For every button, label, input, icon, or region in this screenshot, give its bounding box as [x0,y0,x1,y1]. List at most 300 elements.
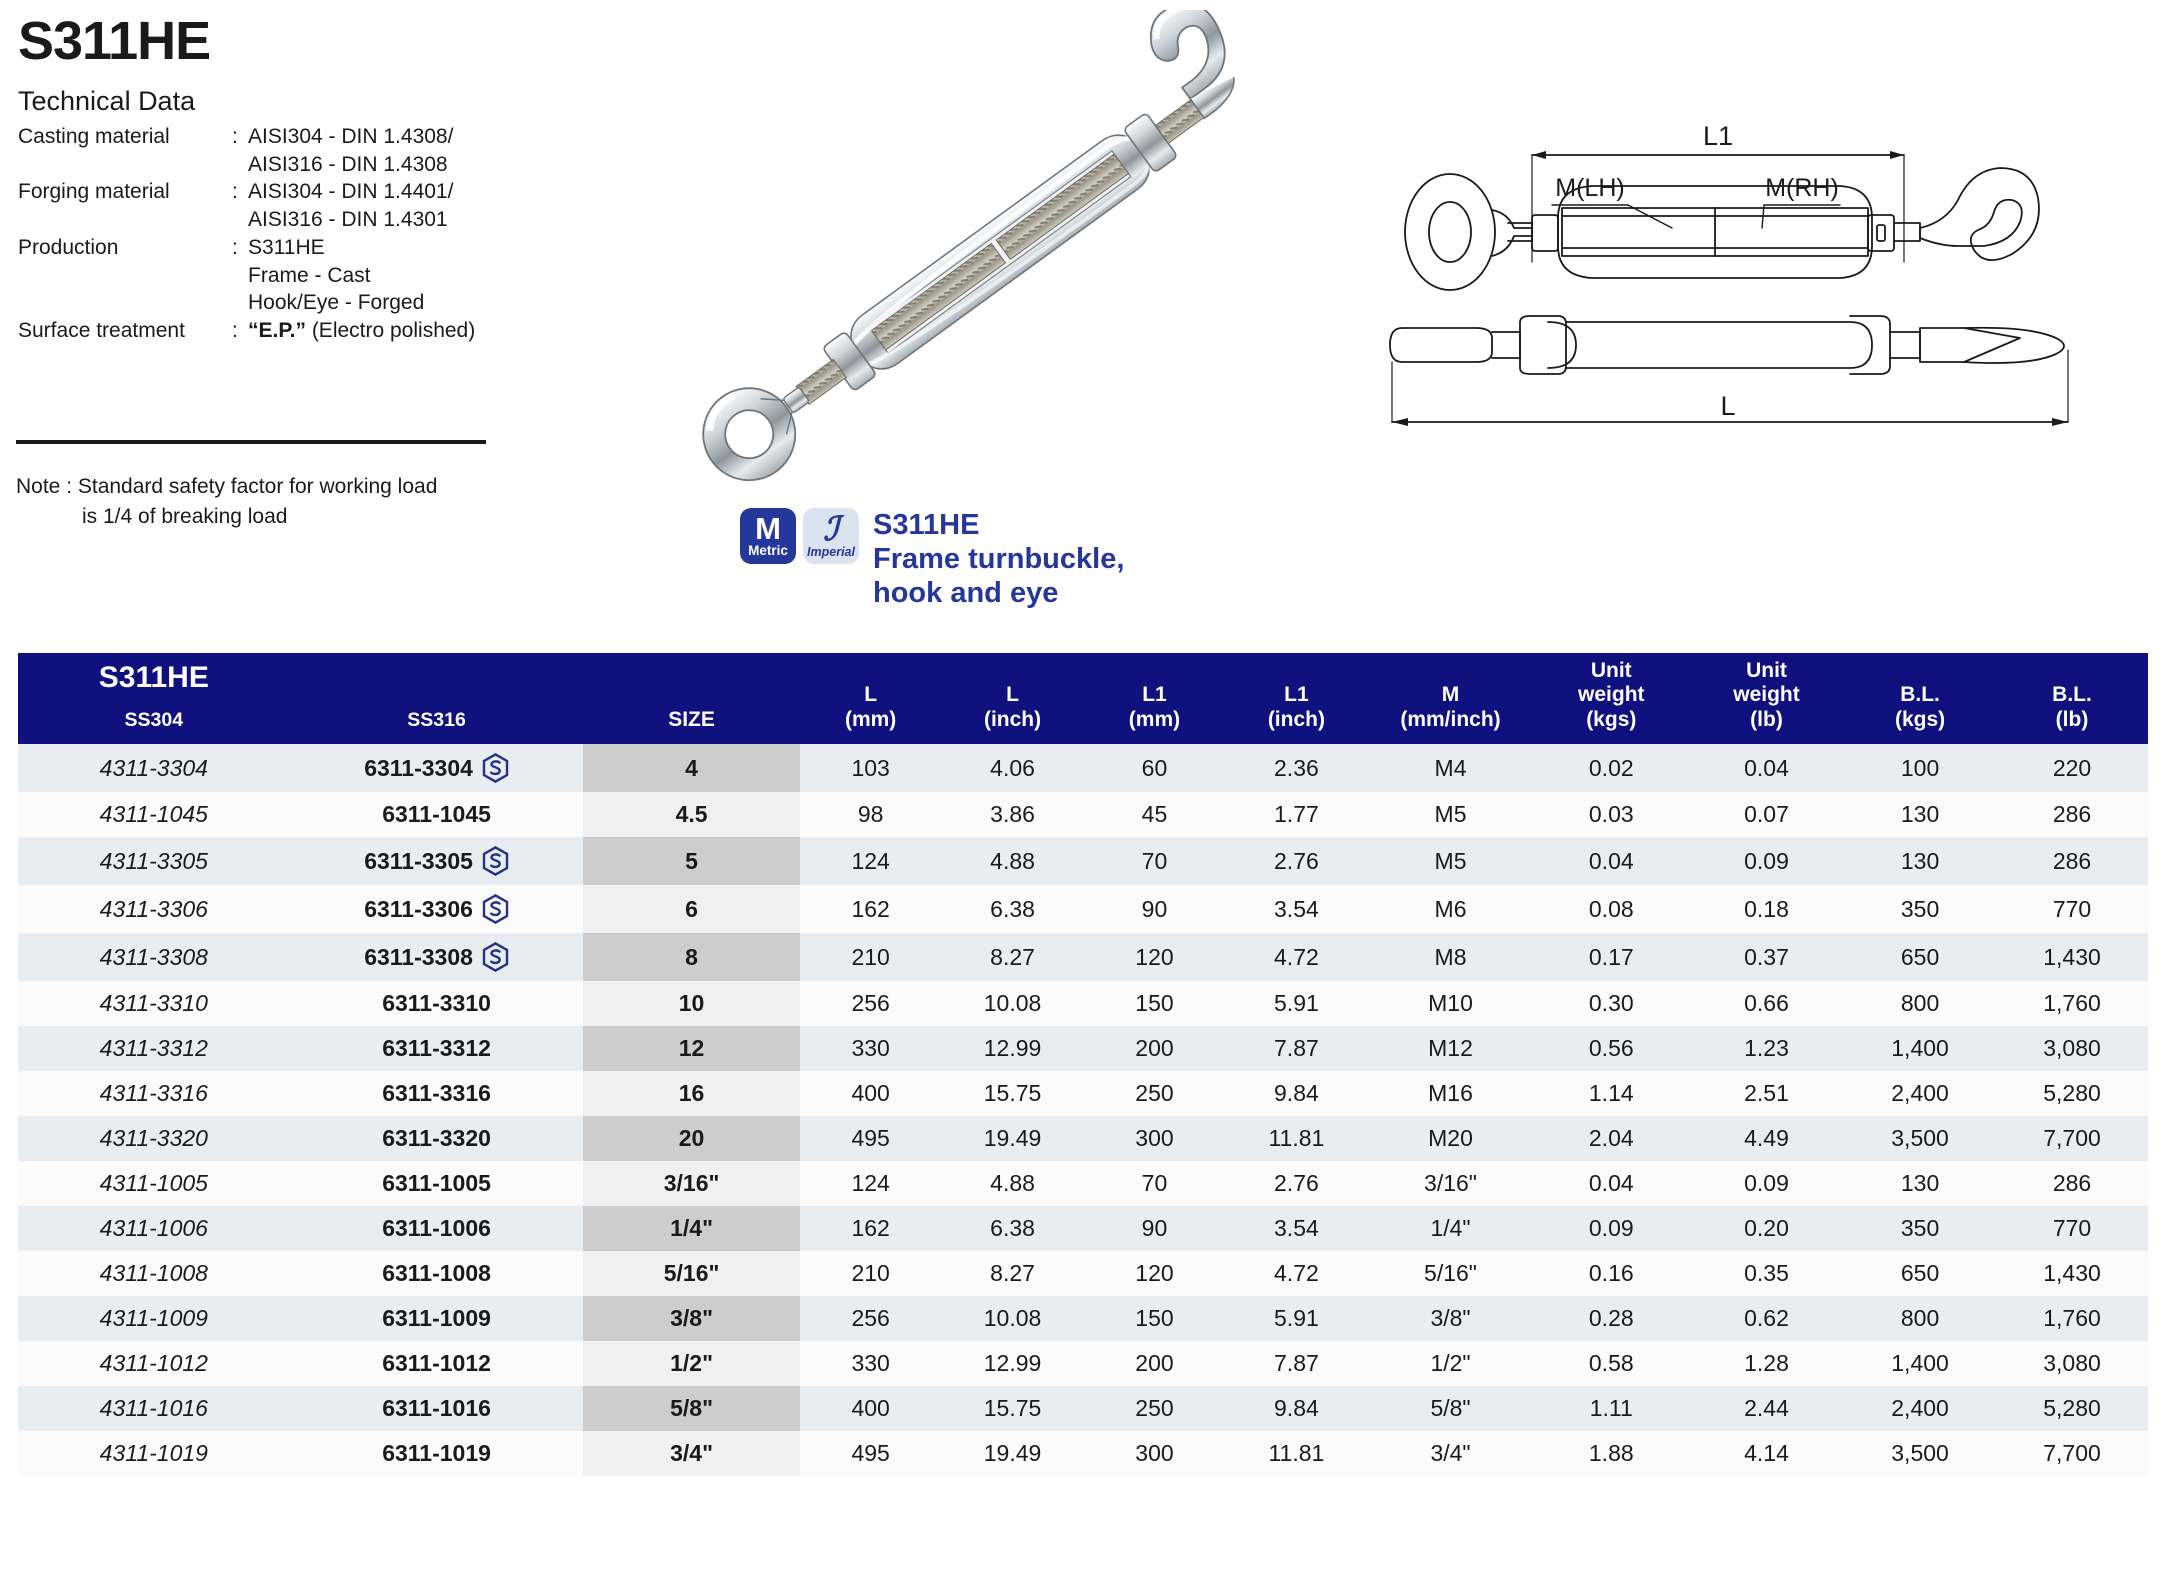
cell-size: 8 [583,933,799,981]
table-header-ss304-label: SS304 [124,709,184,732]
cell-unit-weight-kgs: 1.88 [1534,1431,1689,1476]
cell-unit-weight-lb: 0.20 [1689,1206,1844,1251]
cell-unit-weight-kgs: 0.03 [1534,792,1689,837]
cell-bl-lb: 7,700 [1996,1431,2148,1476]
table-header-uw-kgs-line2: weight [1578,683,1645,707]
cell-m: 3/8" [1367,1296,1533,1341]
cell-ss316 [290,837,584,885]
cell-l1-mm: 90 [1084,885,1226,933]
cell-size: 16 [583,1071,799,1116]
cell-l-inch: 6.38 [942,1206,1084,1251]
spec-colon: : [232,180,238,204]
drawing-label-m-lh: M(LH) [1555,174,1625,202]
cell-bl-lb: 1,760 [1996,981,2148,1026]
product-photo [700,10,1300,490]
table-row[interactable] [18,1341,2148,1386]
cell-ss316 [290,1161,584,1206]
cell-l-inch: 12.99 [942,1026,1084,1071]
ss316-code: 6311-1005 [382,1170,491,1197]
table-header-unit-weight-lb [1689,653,1844,744]
cell-l1-inch: 7.87 [1225,1026,1367,1071]
cell-l-mm: 98 [800,792,942,837]
cell-unit-weight-lb: 1.28 [1689,1341,1844,1386]
cell-l1-inch: 3.54 [1225,885,1367,933]
cell-l1-mm: 90 [1084,1206,1226,1251]
cell-ss304: 4311-3305 [18,837,290,885]
cell-ss316 [290,1026,584,1071]
technical-drawing-svg [1380,50,2165,450]
cell-unit-weight-kgs: 0.02 [1534,744,1689,792]
cell-bl-kgs: 650 [1844,933,1996,981]
cell-ss304: 4311-1006 [18,1206,290,1251]
ss316-code: 6311-3320 [382,1125,491,1152]
drawing-label-l: L [1720,391,1736,421]
spec-value-casting-material-1: AISI304 - DIN 1.4308/ [248,125,454,148]
spec-value-forging-material-2: AISI316 - DIN 1.4301 [248,208,448,232]
note-line-2: is 1/4 of breaking load [82,504,288,528]
cell-l-inch: 4.88 [942,837,1084,885]
cell-unit-weight-kgs: 0.56 [1534,1026,1689,1071]
cell-unit-weight-kgs: 2.04 [1534,1116,1689,1161]
ss316-code: 6311-1006 [382,1215,491,1242]
table-header-l1-inch [1225,653,1367,744]
cell-size: 6 [583,885,799,933]
cell-bl-lb: 1,430 [1996,933,2148,981]
cell-size: 4 [583,744,799,792]
cell-l-inch: 19.49 [942,1116,1084,1161]
cell-ss304: 4311-1012 [18,1341,290,1386]
cell-l1-mm: 60 [1084,744,1226,792]
cell-l1-inch: 5.91 [1225,981,1367,1026]
surface-treatment-bold: “E.P.” [248,319,306,343]
cell-unit-weight-kgs: 0.16 [1534,1251,1689,1296]
cell-ss316 [290,744,584,792]
cell-bl-lb: 5,280 [1996,1071,2148,1116]
cell-ss304: 4311-3304 [18,744,290,792]
cell-l1-inch: 2.76 [1225,837,1367,885]
cell-unit-weight-lb: 4.49 [1689,1116,1844,1161]
cell-l1-mm: 70 [1084,1161,1226,1206]
cell-m: 3/16" [1367,1161,1533,1206]
table-row[interactable] [18,981,2148,1026]
cell-size: 10 [583,981,799,1026]
spec-table [18,123,718,345]
cell-ss304: 4311-3316 [18,1071,290,1116]
cell-m: M5 [1367,837,1533,885]
cell-m: 1/2" [1367,1341,1533,1386]
metric-badge-icon [740,508,796,564]
hook-terminal [1138,10,1258,120]
note-block [16,472,656,532]
ss316-code: 6311-3310 [382,990,491,1017]
cell-bl-lb: 7,700 [1996,1116,2148,1161]
cell-unit-weight-kgs: 1.14 [1534,1071,1689,1116]
spec-label-blank [18,262,232,290]
spec-row-surface-treatment [18,317,718,345]
cell-l1-mm: 120 [1084,1251,1226,1296]
table-header-row [18,653,2148,744]
spec-label-blank [18,151,232,179]
spec-colon: : [232,319,238,343]
cell-size: 5/16" [583,1251,799,1296]
ss316-hex-s-icon [482,894,509,924]
spec-colon: : [232,125,238,148]
cell-bl-lb: 1,760 [1996,1296,2148,1341]
cell-ss304: 4311-3320 [18,1116,290,1161]
table-row[interactable] [18,1386,2148,1431]
spec-row-forging-material [18,178,718,206]
cell-size: 5/8" [583,1386,799,1431]
cell-unit-weight-kgs: 0.09 [1534,1206,1689,1251]
cell-m: 5/16" [1367,1251,1533,1296]
table-header [18,653,2148,744]
cell-l1-mm: 250 [1084,1386,1226,1431]
drawing-label-m-rh: M(RH) [1765,174,1839,202]
cell-size: 3/16" [583,1161,799,1206]
cell-bl-lb: 5,280 [1996,1386,2148,1431]
cell-bl-kgs: 130 [1844,837,1996,885]
cell-l1-inch: 3.54 [1225,1206,1367,1251]
cell-unit-weight-kgs: 1.11 [1534,1386,1689,1431]
ss316-hex-s-icon [482,942,509,972]
cell-l1-mm: 150 [1084,981,1226,1026]
spec-label-blank [18,289,232,317]
spec-label-casting-material: Casting material [18,125,170,148]
cell-l1-mm: 150 [1084,1296,1226,1341]
cell-m: M20 [1367,1116,1533,1161]
spec-value-surface-treatment [248,317,718,345]
table-header-uw-lb-line2: weight [1733,683,1800,707]
table-header-l-inch-line2: (inch) [983,707,1042,731]
cell-size: 12 [583,1026,799,1071]
table-row[interactable] [18,837,2148,885]
table-brand-title: S311HE [98,661,209,694]
table-header-bl-lb [1996,653,2148,744]
cell-unit-weight-lb: 0.37 [1689,933,1844,981]
ss316-code: 6311-3312 [382,1035,491,1062]
cell-l-mm: 210 [800,1251,942,1296]
cell-ss304: 4311-1019 [18,1431,290,1476]
cell-size: 5 [583,837,799,885]
cell-size: 3/8" [583,1296,799,1341]
cell-ss316 [290,981,584,1026]
cell-l-mm: 400 [800,1071,942,1116]
cell-ss316 [290,1431,584,1476]
table-header-m [1367,653,1533,744]
cell-ss304: 4311-1005 [18,1161,290,1206]
cell-unit-weight-lb: 0.66 [1689,981,1844,1026]
cell-unit-weight-kgs: 0.04 [1534,1161,1689,1206]
cell-l1-inch: 4.72 [1225,1251,1367,1296]
table-row[interactable] [18,1431,2148,1476]
table-header-l-mm [800,653,942,744]
table-header-ss316 [290,653,584,744]
cell-m: 1/4" [1367,1206,1533,1251]
table-row[interactable] [18,1251,2148,1296]
table-header-bl-kgs-line1: B.L. [1900,683,1940,707]
note-line-1: Note : Standard safety factor for working load [16,475,438,498]
cell-bl-kgs: 2,400 [1844,1386,1996,1431]
table-header-m-line1: M [1441,683,1460,707]
spec-colon-blank [232,151,248,179]
table-header-l-inch-line1: L [1006,683,1019,707]
table-row[interactable] [18,933,2148,981]
table-body [18,744,2148,1476]
cell-m: M10 [1367,981,1533,1026]
cell-ss304: 4311-3306 [18,885,290,933]
cell-l1-mm: 200 [1084,1341,1226,1386]
cell-bl-kgs: 130 [1844,1161,1996,1206]
product-name-block [873,508,1124,611]
cell-ss316 [290,933,584,981]
imperial-badge-label: Imperial [807,544,855,559]
cell-l1-inch: 11.81 [1225,1116,1367,1161]
turnbuckle-photo-svg [700,10,1300,490]
spec-value-production-3: Hook/Eye - Forged [248,291,425,315]
cell-ss316 [290,1206,584,1251]
cell-ss316 [290,792,584,837]
ss316-code: 6311-3308 [364,943,473,970]
ss316-code: 6311-1019 [382,1440,491,1467]
spec-row-production-cont-1 [18,262,718,290]
cell-l1-inch: 2.36 [1225,744,1367,792]
cell-ss304: 4311-1016 [18,1386,290,1431]
table-row[interactable] [18,1026,2148,1071]
cell-l1-mm: 300 [1084,1116,1226,1161]
table-header-ss316-label: SS316 [407,709,466,732]
cell-l-inch: 10.08 [942,981,1084,1026]
ss316-code: 6311-1009 [382,1305,491,1332]
drawing-label-l1: L1 [1702,121,1734,151]
cell-unit-weight-lb: 0.62 [1689,1296,1844,1341]
cell-l-mm: 103 [800,744,942,792]
table-header-uw-kgs-line1: Unit [1590,659,1632,682]
cell-unit-weight-lb: 0.09 [1689,837,1844,885]
cell-l-inch: 4.06 [942,744,1084,792]
table-row[interactable] [18,885,2148,933]
cell-bl-kgs: 350 [1844,1206,1996,1251]
table-header-ss304 [18,653,290,744]
cell-size: 1/4" [583,1206,799,1251]
cell-bl-lb: 770 [1996,885,2148,933]
cell-l-inch: 15.75 [942,1071,1084,1116]
cell-m: M16 [1367,1071,1533,1116]
technical-data-heading: Technical Data [18,86,196,116]
ss316-code: 6311-3306 [364,895,473,922]
specification-table [18,653,2148,1476]
cell-l1-inch: 5.91 [1225,1296,1367,1341]
cell-l1-mm: 45 [1084,792,1226,837]
cell-l1-mm: 70 [1084,837,1226,885]
table-header-l1-mm-line2: (mm) [1128,707,1181,731]
cell-l-inch: 6.38 [942,885,1084,933]
cell-ss304: 4311-3312 [18,1026,290,1071]
cell-l1-inch: 4.72 [1225,933,1367,981]
cell-l-mm: 162 [800,885,942,933]
table-header-l1-inch-line1: L1 [1284,683,1309,707]
cell-l1-mm: 200 [1084,1026,1226,1071]
product-title-row [740,508,1124,611]
cell-bl-lb: 3,080 [1996,1026,2148,1071]
cell-bl-lb: 770 [1996,1206,2148,1251]
spec-colon-blank [232,206,248,234]
ss316-code: 6311-3316 [382,1080,491,1107]
cell-unit-weight-lb: 0.04 [1689,744,1844,792]
cell-m: M12 [1367,1026,1533,1071]
cell-l-inch: 8.27 [942,1251,1084,1296]
ss316-code: 6311-1045 [382,801,491,828]
cell-bl-kgs: 3,500 [1844,1431,1996,1476]
technical-drawing [1380,50,2165,450]
metric-badge-glyph: M [755,511,781,547]
table-row[interactable] [18,744,2148,792]
table-header-uw-lb-line3: (lb) [1750,707,1783,731]
spec-row-casting-material [18,123,718,151]
cell-m: M5 [1367,792,1533,837]
ss316-code: 6311-3304 [364,754,473,781]
imperial-badge-icon [803,508,859,564]
cell-size: 20 [583,1116,799,1161]
cell-unit-weight-lb: 0.18 [1689,885,1844,933]
cell-m: M4 [1367,744,1533,792]
cell-unit-weight-kgs: 0.04 [1534,837,1689,885]
table-header-bl-kgs-line2: (kgs) [1894,707,1946,731]
cell-bl-kgs: 800 [1844,1296,1996,1341]
table-header-l-inch [942,653,1084,744]
ss316-code: 6311-1008 [382,1260,491,1287]
table-row[interactable] [18,1071,2148,1116]
page-title: S311HE [18,11,211,71]
cell-l-inch: 3.86 [942,792,1084,837]
table-row[interactable] [18,1116,2148,1161]
cell-unit-weight-lb: 4.14 [1689,1431,1844,1476]
cell-l1-mm: 120 [1084,933,1226,981]
cell-size: 3/4" [583,1431,799,1476]
cell-ss316 [290,1386,584,1431]
technical-data-block [18,11,718,345]
cell-ss304: 4311-1008 [18,1251,290,1296]
ss316-hex-s-icon [482,846,509,876]
table-header-m-line2: (mm/inch) [1400,707,1501,731]
cell-l-mm: 162 [800,1206,942,1251]
table-row[interactable] [18,1161,2148,1206]
table-row[interactable] [18,1206,2148,1251]
cell-l1-inch: 1.77 [1225,792,1367,837]
spec-row-forging-material-cont [18,206,718,234]
table-header-l1-mm-line1: L1 [1142,683,1167,707]
table-header-bl-lb-line2: (lb) [2055,707,2089,731]
cell-bl-kgs: 1,400 [1844,1026,1996,1071]
drawing-hook [1920,168,2039,260]
cell-unit-weight-kgs: 0.17 [1534,933,1689,981]
spec-label-blank [18,206,232,234]
cell-l-mm: 210 [800,933,942,981]
cell-unit-weight-kgs: 0.30 [1534,981,1689,1026]
cell-l1-mm: 300 [1084,1431,1226,1476]
cell-unit-weight-lb: 1.23 [1689,1026,1844,1071]
spec-colon-blank [232,262,248,290]
cell-l-mm: 124 [800,1161,942,1206]
ss316-code: 6311-3305 [364,847,473,874]
cell-bl-kgs: 2,400 [1844,1071,1996,1116]
cell-l-inch: 10.08 [942,1296,1084,1341]
spec-colon-blank [232,289,248,317]
cell-ss304: 4311-3308 [18,933,290,981]
cell-l-mm: 330 [800,1341,942,1386]
spec-value-production-2: Frame - Cast [248,263,371,287]
cell-l-mm: 400 [800,1386,942,1431]
product-name-line-2: hook and eye [873,577,1059,610]
cell-bl-lb: 1,430 [1996,1251,2148,1296]
imperial-badge-glyph: ℐ [823,511,839,548]
cell-size: 4.5 [583,792,799,837]
cell-l1-inch: 9.84 [1225,1071,1367,1116]
section-divider [16,440,486,444]
cell-bl-kgs: 650 [1844,1251,1996,1296]
cell-unit-weight-lb: 2.44 [1689,1386,1844,1431]
table-header-bl-lb-line1: B.L. [2052,683,2092,707]
cell-bl-lb: 286 [1996,1161,2148,1206]
cell-l1-inch: 9.84 [1225,1386,1367,1431]
cell-bl-kgs: 130 [1844,792,1996,837]
table-header-size-label: SIZE [668,707,715,731]
cell-l1-inch: 7.87 [1225,1341,1367,1386]
cell-m: M8 [1367,933,1533,981]
drawing-eye [1405,174,1532,290]
cell-ss316 [290,1071,584,1116]
cell-bl-kgs: 100 [1844,744,1996,792]
metric-badge-label: Metric [748,543,788,559]
cell-ss316 [290,1116,584,1161]
spec-value-production-1: S311HE [248,235,325,259]
cell-l-mm: 124 [800,837,942,885]
spec-colon: : [232,235,238,259]
table-row[interactable] [18,792,2148,837]
spec-row-casting-material-cont [18,151,718,179]
cell-l-mm: 495 [800,1431,942,1476]
cell-bl-lb: 3,080 [1996,1341,2148,1386]
spec-label-forging-material: Forging material [18,180,170,204]
cell-ss316 [290,1341,584,1386]
ss316-hex-s-icon [482,753,509,783]
cell-l1-inch: 11.81 [1225,1431,1367,1476]
cell-bl-kgs: 800 [1844,981,1996,1026]
ss316-code: 6311-1016 [382,1395,491,1422]
cell-l-mm: 256 [800,1296,942,1341]
drawing-plan-view [1390,316,2064,374]
product-name-code: S311HE [873,509,980,541]
cell-m: 3/4" [1367,1431,1533,1476]
table-header-l1-mm [1084,653,1226,744]
cell-ss316 [290,1251,584,1296]
table-row[interactable] [18,1296,2148,1341]
ss316-code: 6311-1012 [382,1350,491,1377]
cell-l-inch: 19.49 [942,1431,1084,1476]
cell-m: M6 [1367,885,1533,933]
table-header-bl-kgs [1844,653,1996,744]
table-header-unit-weight-kgs [1534,653,1689,744]
table-header-l-mm-line1: L [864,683,878,707]
cell-l-mm: 330 [800,1026,942,1071]
cell-unit-weight-kgs: 0.28 [1534,1296,1689,1341]
cell-l1-inch: 2.76 [1225,1161,1367,1206]
spec-value-casting-material-2: AISI316 - DIN 1.4308 [248,152,448,176]
cell-ss304: 4311-3310 [18,981,290,1026]
cell-size: 1/2" [583,1341,799,1386]
table-header-l1-inch-line2: (inch) [1267,707,1325,731]
cell-bl-lb: 286 [1996,792,2148,837]
cell-l-inch: 12.99 [942,1341,1084,1386]
